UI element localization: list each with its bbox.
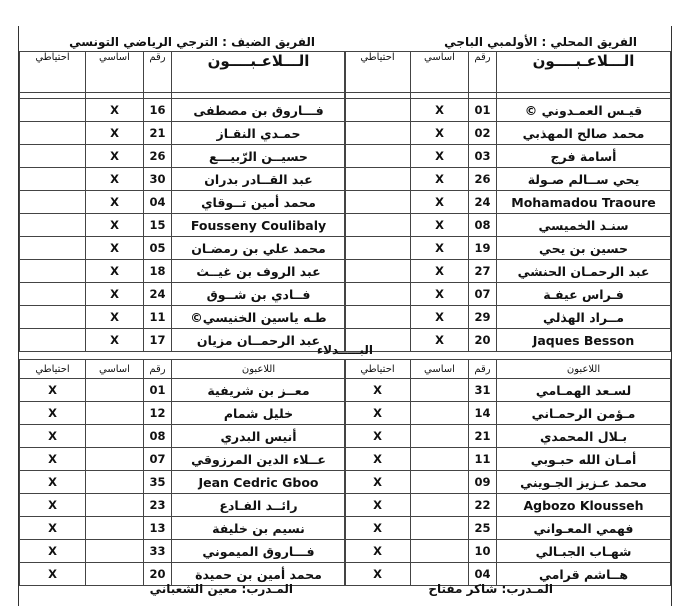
player-name: مـؤمن الرحمـاني <box>497 402 671 425</box>
starter-cell: X <box>86 237 144 260</box>
starter-cell: X <box>411 283 469 306</box>
starter-cell <box>411 494 469 517</box>
number-header: رقم <box>144 52 172 93</box>
starter-header: اساسي <box>86 52 144 93</box>
table-row <box>345 260 671 283</box>
starter-cell: X <box>411 260 469 283</box>
player-name: هــاشم قرامي <box>497 563 671 586</box>
table-row <box>345 145 671 168</box>
home-team-title: الفريق المحلي : الأولمبي الباجي <box>444 35 637 49</box>
table-row <box>345 379 671 402</box>
player-name: أنيس البدري <box>172 425 346 448</box>
starter-cell: X <box>86 145 144 168</box>
player-number: 26 <box>469 168 497 191</box>
table-row <box>20 402 346 425</box>
table-row <box>20 283 346 306</box>
reserve-cell <box>20 145 86 168</box>
away-team-title: الفريق الضيف : الترجي الرياضي التونسي <box>69 35 315 49</box>
table-row <box>345 237 671 260</box>
player-name: Jaques Besson <box>497 329 671 352</box>
reserve-cell <box>20 191 86 214</box>
table-row <box>20 260 346 283</box>
player-name: عبد الرحمــان مزيان <box>172 329 346 352</box>
table-row <box>20 494 346 517</box>
reserve-header: احتياطي <box>345 52 411 93</box>
player-number: 11 <box>469 448 497 471</box>
starter-cell: X <box>86 99 144 122</box>
table-row <box>345 99 671 122</box>
reserve-cell: X <box>345 517 411 540</box>
player-number: 09 <box>469 471 497 494</box>
player-name: فـراس عيفـة <box>497 283 671 306</box>
player-number: 29 <box>469 306 497 329</box>
table-row <box>20 122 346 145</box>
player-number: 20 <box>144 563 172 586</box>
player-name: عبد الروف بن غيــث <box>172 260 346 283</box>
reserve-cell: X <box>20 563 86 586</box>
player-number: 01 <box>144 379 172 402</box>
player-name: محمد علي بن رمضـان <box>172 237 346 260</box>
starter-cell: X <box>86 214 144 237</box>
reserve-cell: X <box>20 448 86 471</box>
player-name: مــراد الهذلي <box>497 306 671 329</box>
reserve-cell: X <box>20 425 86 448</box>
player-number: 19 <box>469 237 497 260</box>
reserve-cell <box>20 168 86 191</box>
player-number: 24 <box>469 191 497 214</box>
table-header-row <box>20 360 346 379</box>
player-number: 31 <box>469 379 497 402</box>
starter-cell <box>411 448 469 471</box>
table-row <box>20 517 346 540</box>
player-name: فـــاروق الميموني <box>172 540 346 563</box>
player-number: 02 <box>469 122 497 145</box>
player-number: 01 <box>469 99 497 122</box>
players-header: الـــلاعـبــــون <box>497 52 671 93</box>
starter-cell <box>86 517 144 540</box>
match-sheet <box>18 26 672 606</box>
starter-cell: X <box>411 214 469 237</box>
player-name: لسـعد الهمـامي <box>497 379 671 402</box>
home-starters-table <box>344 51 671 352</box>
player-number: 26 <box>144 145 172 168</box>
starter-cell: X <box>86 168 144 191</box>
table-row <box>345 494 671 517</box>
starter-cell <box>86 563 144 586</box>
player-name: شهـاب الجبـالي <box>497 540 671 563</box>
starter-cell: X <box>411 329 469 352</box>
reserve-cell <box>20 99 86 122</box>
starter-cell <box>86 402 144 425</box>
starter-cell: X <box>411 168 469 191</box>
player-name: حسيــن الرّبيـــع <box>172 145 346 168</box>
starter-cell: X <box>86 260 144 283</box>
player-name: رائــد الفـادع <box>172 494 346 517</box>
table-row <box>345 471 671 494</box>
player-name: حسين بن يحي <box>497 237 671 260</box>
starter-cell: X <box>411 122 469 145</box>
table-row <box>345 448 671 471</box>
table-row <box>345 168 671 191</box>
player-name: Fousseny Coulibaly <box>172 214 346 237</box>
reserve-cell <box>20 283 86 306</box>
player-name: خليل شمام <box>172 402 346 425</box>
away-starters-table <box>19 51 346 352</box>
reserve-cell: X <box>20 471 86 494</box>
home-subs-table <box>344 359 671 586</box>
starter-cell: X <box>86 283 144 306</box>
player-number: 17 <box>144 329 172 352</box>
reserve-cell <box>345 191 411 214</box>
number-header: رقم <box>469 52 497 93</box>
reserve-header: احتياطي <box>20 360 86 379</box>
player-number: 13 <box>144 517 172 540</box>
starter-cell <box>411 402 469 425</box>
player-name: يحي ســالم صـولة <box>497 168 671 191</box>
table-row <box>20 306 346 329</box>
player-name: قيـس العمـدوني © <box>497 99 671 122</box>
starter-cell: X <box>411 99 469 122</box>
table-row <box>20 379 346 402</box>
reserve-header: احتياطي <box>20 52 86 93</box>
starter-cell: X <box>411 237 469 260</box>
table-row <box>345 283 671 306</box>
player-name: حمـدي النقـاز <box>172 122 346 145</box>
reserve-cell <box>345 99 411 122</box>
reserve-cell <box>345 237 411 260</box>
table-row <box>345 402 671 425</box>
player-name: محمد أمين بن حميدة <box>172 563 346 586</box>
player-name: بـلال المحمدي <box>497 425 671 448</box>
reserve-cell <box>345 283 411 306</box>
table-row <box>20 471 346 494</box>
table-row <box>345 214 671 237</box>
player-name: نسيم بن خليفة <box>172 517 346 540</box>
player-number: 07 <box>469 283 497 306</box>
starter-cell: X <box>86 122 144 145</box>
player-number: 10 <box>469 540 497 563</box>
player-number: 21 <box>144 122 172 145</box>
reserve-cell <box>345 214 411 237</box>
starter-cell: X <box>411 306 469 329</box>
reserve-cell: X <box>345 471 411 494</box>
player-number: 08 <box>469 214 497 237</box>
player-name: فــادي بن شــوق <box>172 283 346 306</box>
starter-cell <box>86 471 144 494</box>
table-row <box>20 145 346 168</box>
players-header: اللاعبون <box>497 360 671 379</box>
reserve-cell: X <box>20 402 86 425</box>
player-name: أسامة فرج <box>497 145 671 168</box>
starter-cell <box>86 448 144 471</box>
substitutes-title: البـــــدلاء <box>316 343 374 357</box>
away-subs-table <box>19 359 346 586</box>
table-row <box>20 425 346 448</box>
reserve-cell <box>20 122 86 145</box>
starter-cell <box>411 517 469 540</box>
reserve-cell <box>20 306 86 329</box>
starter-cell: X <box>411 145 469 168</box>
player-name: معــز بن شريفية <box>172 379 346 402</box>
reserve-cell: X <box>20 540 86 563</box>
home-coach: المـدرب: شاكر مفتاح <box>428 582 553 596</box>
starter-cell <box>411 425 469 448</box>
reserve-cell: X <box>345 563 411 586</box>
player-name: طـه ياسين الخنيسي© <box>172 306 346 329</box>
player-name: Jean Cedric Gboo <box>172 471 346 494</box>
table-row <box>345 191 671 214</box>
reserve-cell: X <box>345 448 411 471</box>
player-name: سنـد الخميسي <box>497 214 671 237</box>
player-number: 05 <box>144 237 172 260</box>
player-number: 21 <box>469 425 497 448</box>
player-number: 11 <box>144 306 172 329</box>
reserve-cell <box>345 260 411 283</box>
number-header: رقم <box>469 360 497 379</box>
player-number: 07 <box>144 448 172 471</box>
reserve-cell: X <box>345 540 411 563</box>
player-name: فهمي المعـواني <box>497 517 671 540</box>
player-number: 23 <box>144 494 172 517</box>
starter-cell <box>411 379 469 402</box>
reserve-cell: X <box>345 425 411 448</box>
away-coach: المـدرب: معين الشعباني <box>149 582 293 596</box>
starter-cell: X <box>86 191 144 214</box>
players-header: اللاعبون <box>172 360 346 379</box>
starter-header: اساسي <box>411 360 469 379</box>
player-number: 35 <box>144 471 172 494</box>
table-header-row <box>20 52 346 93</box>
player-number: 12 <box>144 402 172 425</box>
starter-header: اساسي <box>86 360 144 379</box>
player-number: 20 <box>469 329 497 352</box>
reserve-cell <box>20 260 86 283</box>
player-number: 15 <box>144 214 172 237</box>
player-number: 04 <box>144 191 172 214</box>
starter-cell <box>86 379 144 402</box>
player-number: 33 <box>144 540 172 563</box>
reserve-cell: X <box>345 379 411 402</box>
starter-cell <box>86 540 144 563</box>
reserve-cell: X <box>20 379 86 402</box>
player-number: 08 <box>144 425 172 448</box>
player-number: 30 <box>144 168 172 191</box>
reserve-header: احتياطي <box>345 360 411 379</box>
table-row <box>20 540 346 563</box>
table-row <box>345 122 671 145</box>
starter-cell: X <box>86 329 144 352</box>
table-header-row <box>345 52 671 93</box>
starter-cell <box>86 494 144 517</box>
player-name: Agbozo Klousseh <box>497 494 671 517</box>
starter-cell <box>411 471 469 494</box>
number-header: رقم <box>144 360 172 379</box>
table-row <box>20 448 346 471</box>
table-row <box>20 191 346 214</box>
player-number: 24 <box>144 283 172 306</box>
player-number: 03 <box>469 145 497 168</box>
starter-cell: X <box>411 191 469 214</box>
reserve-cell: X <box>20 494 86 517</box>
player-name: عــلاء الدين المرزوقي <box>172 448 346 471</box>
player-name: محمد صالح المهذبي <box>497 122 671 145</box>
reserve-cell: X <box>20 517 86 540</box>
player-name: Mohamadou Traoure <box>497 191 671 214</box>
player-number: 16 <box>144 99 172 122</box>
player-number: 14 <box>469 402 497 425</box>
player-number: 22 <box>469 494 497 517</box>
table-row <box>20 237 346 260</box>
player-number: 18 <box>144 260 172 283</box>
table-row <box>345 540 671 563</box>
player-number: 25 <box>469 517 497 540</box>
player-number: 27 <box>469 260 497 283</box>
reserve-cell <box>345 145 411 168</box>
table-row <box>20 99 346 122</box>
reserve-cell: X <box>345 494 411 517</box>
player-name: فـــاروق بن مصطفى <box>172 99 346 122</box>
player-name: محمد أمين تــوقاي <box>172 191 346 214</box>
reserve-cell <box>345 168 411 191</box>
player-name: أمـان الله حبـوبي <box>497 448 671 471</box>
table-row <box>345 306 671 329</box>
reserve-cell <box>345 306 411 329</box>
starter-cell <box>411 540 469 563</box>
reserve-cell <box>345 122 411 145</box>
table-row <box>20 168 346 191</box>
reserve-cell <box>20 237 86 260</box>
starter-cell: X <box>86 306 144 329</box>
table-header-row <box>345 360 671 379</box>
table-row <box>345 425 671 448</box>
table-row <box>345 517 671 540</box>
reserve-cell <box>20 214 86 237</box>
player-name: عبد الرحمـان الحنشي <box>497 260 671 283</box>
player-name: محمد عـزيز الجـويني <box>497 471 671 494</box>
player-name: عبد القــادر بدران <box>172 168 346 191</box>
reserve-cell: X <box>345 402 411 425</box>
player-number: 04 <box>469 563 497 586</box>
starter-header: اساسي <box>411 52 469 93</box>
starter-cell <box>86 425 144 448</box>
players-header: الـــلاعـبــــون <box>172 52 346 93</box>
table-row <box>20 214 346 237</box>
